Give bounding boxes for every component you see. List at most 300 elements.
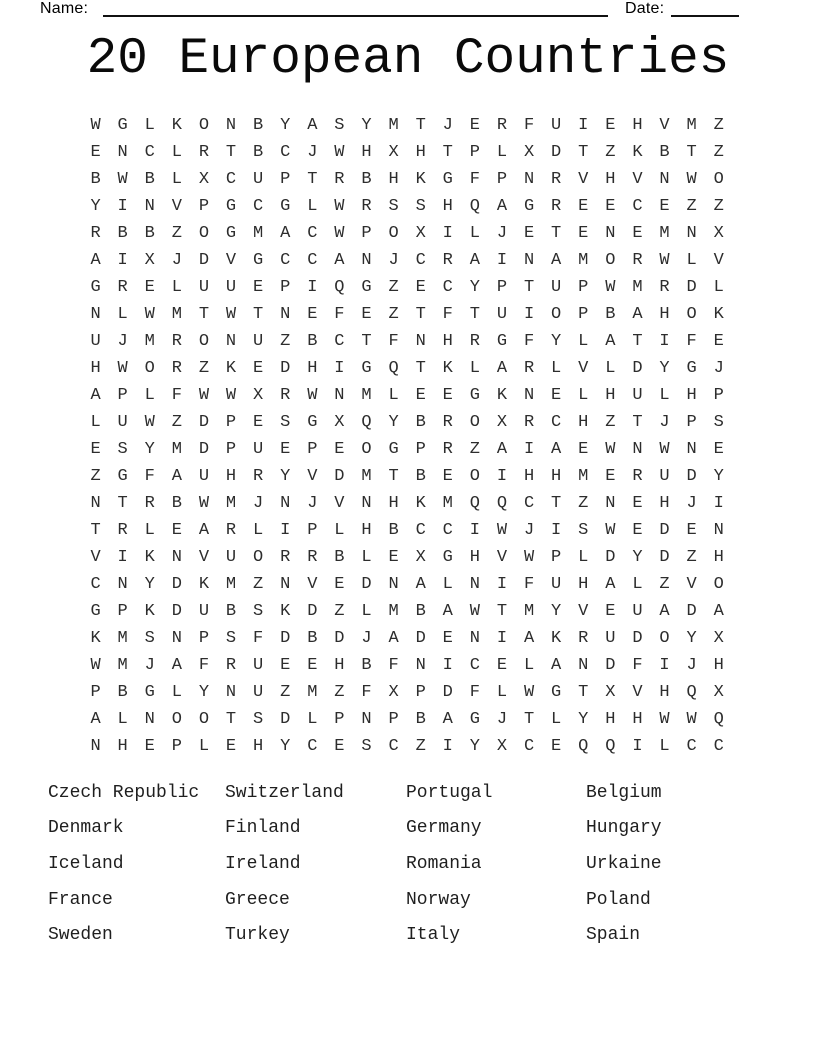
grid-letter: B [415, 710, 426, 729]
grid-letter: C [90, 575, 101, 594]
date-field-line[interactable] [671, 0, 739, 17]
grid-letter: N [90, 737, 101, 756]
grid-letter: H [90, 359, 101, 378]
grid-letter: I [551, 521, 562, 540]
grid-letter: V [334, 494, 345, 513]
grid-letter: N [713, 521, 724, 540]
grid-letter: S [117, 440, 128, 459]
grid-letter: N [117, 575, 128, 594]
grid-letter: U [551, 116, 562, 135]
grid-letter: G [253, 251, 264, 270]
grid-letter: T [361, 332, 372, 351]
grid-letter: C [415, 521, 426, 540]
grid-letter: N [469, 575, 480, 594]
grid-letter: H [334, 656, 345, 675]
grid-letter: U [632, 602, 643, 621]
grid-letter: I [496, 251, 508, 270]
grid-letter: G [361, 359, 372, 378]
grid-letter: E [415, 386, 426, 405]
grid-letter: D [632, 359, 643, 378]
grid-letter: I [334, 359, 345, 378]
grid-letter: M [361, 386, 372, 405]
word-list-item: Finland [225, 818, 301, 839]
word-list-item: Sweden [48, 925, 113, 946]
grid-letter: Q [605, 737, 616, 756]
word-list-item: Denmark [48, 818, 124, 839]
grid-letter: B [144, 224, 155, 243]
grid-letter: F [253, 629, 264, 648]
grid-letter: D [307, 602, 318, 621]
grid-letter: P [90, 683, 101, 702]
grid-letter: K [90, 629, 101, 648]
grid-letter: N [280, 575, 291, 594]
date-label: Date: [625, 0, 665, 17]
grid-letter: T [415, 305, 426, 324]
grid-letter: C [307, 224, 318, 243]
grid-letter: W [117, 359, 128, 378]
grid-letter: A [90, 251, 101, 270]
grid-letter: X [605, 683, 616, 702]
grid-letter: E [334, 575, 345, 594]
grid-letter: J [307, 494, 318, 513]
grid-letter: Y [388, 413, 399, 432]
grid-letter: F [144, 467, 155, 486]
grid-letter: J [442, 116, 453, 135]
grid-letter: G [361, 278, 372, 297]
grid-letter: H [361, 521, 372, 540]
grid-letter: N [361, 494, 372, 513]
grid-letter: J [496, 224, 508, 243]
grid-letter: C [144, 143, 155, 162]
grid-letter: E [280, 656, 291, 675]
grid-letter: L [469, 359, 480, 378]
grid-letter: T [686, 143, 697, 162]
grid-letter: F [388, 656, 399, 675]
grid-letter: Y [686, 629, 697, 648]
grid-letter: V [307, 575, 318, 594]
grid-letter: L [578, 332, 589, 351]
grid-letter: D [551, 143, 562, 162]
grid-letter: H [388, 170, 399, 189]
grid-letter: W [225, 386, 237, 405]
grid-letter: O [253, 548, 264, 567]
grid-letter: Z [713, 116, 724, 135]
grid-letter: E [361, 305, 372, 324]
grid-letter: E [171, 521, 182, 540]
grid-letter: H [659, 494, 670, 513]
grid-letter: V [632, 170, 643, 189]
grid-letter: Z [659, 575, 670, 594]
grid-letter: I [280, 521, 291, 540]
grid-letter: N [225, 332, 237, 351]
grid-letter: N [90, 305, 101, 324]
grid-letter: O [469, 467, 480, 486]
grid-letter: E [578, 224, 589, 243]
grid-letter: U [659, 467, 670, 486]
grid-letter: M [171, 440, 182, 459]
grid-letter: Z [605, 143, 616, 162]
grid-letter: K [632, 143, 643, 162]
grid-letter: X [496, 413, 508, 432]
grid-letter: D [686, 278, 697, 297]
grid-letter: I [496, 467, 508, 486]
grid-letter: H [632, 710, 643, 729]
grid-letter: J [686, 656, 697, 675]
grid-letter: C [280, 143, 291, 162]
grid-letter: U [253, 683, 264, 702]
grid-letter: P [334, 710, 345, 729]
grid-letter: G [90, 278, 101, 297]
grid-letter: D [659, 548, 670, 567]
grid-letter: A [659, 602, 670, 621]
grid-letter: H [225, 467, 237, 486]
grid-letter: J [388, 251, 399, 270]
grid-letter: W [605, 521, 616, 540]
grid-letter: E [442, 629, 453, 648]
grid-letter: F [361, 683, 372, 702]
grid-letter: D [198, 413, 210, 432]
grid-letter: G [117, 467, 128, 486]
grid-letter: H [713, 548, 724, 567]
grid-letter: A [523, 629, 535, 648]
grid-letter: N [90, 494, 101, 513]
grid-letter: T [415, 116, 426, 135]
grid-letter: L [469, 224, 480, 243]
grid-letter: G [90, 602, 101, 621]
grid-letter: K [144, 548, 155, 567]
grid-letter: H [117, 737, 128, 756]
grid-letter: C [253, 197, 264, 216]
grid-letter: S [144, 629, 155, 648]
grid-letter: E [90, 143, 101, 162]
grid-letter: Y [144, 440, 155, 459]
grid-letter: L [496, 683, 508, 702]
grid-letter: L [496, 143, 508, 162]
grid-letter: E [632, 521, 643, 540]
grid-letter: E [90, 440, 101, 459]
grid-letter: M [225, 494, 237, 513]
grid-letter: A [605, 575, 616, 594]
grid-letter: B [171, 494, 182, 513]
grid-letter: F [469, 170, 480, 189]
grid-letter: N [686, 224, 697, 243]
grid-letter: A [496, 440, 508, 459]
grid-letter: I [307, 278, 318, 297]
grid-letter: K [198, 575, 210, 594]
grid-letter: W [496, 521, 508, 540]
grid-letter: Y [713, 467, 724, 486]
grid-letter: B [361, 656, 372, 675]
grid-letter: S [253, 602, 264, 621]
grid-letter: H [551, 467, 562, 486]
grid-letter: B [253, 143, 264, 162]
grid-letter: R [225, 521, 237, 540]
word-list [48, 775, 756, 953]
grid-letter: N [659, 170, 670, 189]
grid-letter: V [713, 251, 724, 270]
grid-letter: P [361, 224, 372, 243]
grid-letter: B [225, 602, 237, 621]
grid-letter: H [442, 197, 453, 216]
grid-letter: Y [551, 332, 562, 351]
grid-letter: D [686, 602, 697, 621]
grid-letter: E [686, 521, 697, 540]
grid-letter: R [469, 332, 480, 351]
grid-letter: X [523, 143, 535, 162]
grid-letter: D [280, 629, 291, 648]
grid-letter: N [415, 332, 426, 351]
grid-letter: Z [334, 602, 345, 621]
grid-letter: D [280, 359, 291, 378]
grid-letter: X [198, 170, 210, 189]
grid-letter: B [253, 116, 264, 135]
grid-letter: X [388, 683, 399, 702]
grid-letter: X [713, 629, 724, 648]
grid-letter: R [171, 332, 182, 351]
grid-letter: F [388, 332, 399, 351]
grid-letter: L [307, 197, 318, 216]
grid-letter: R [496, 116, 508, 135]
grid-letter: S [578, 521, 589, 540]
grid-letter: L [117, 710, 128, 729]
grid-letter: T [253, 305, 264, 324]
grid-letter: S [225, 629, 237, 648]
grid-letter: T [117, 494, 128, 513]
grid-letter: M [578, 251, 589, 270]
grid-letter: U [253, 656, 264, 675]
grid-letter: F [523, 116, 535, 135]
grid-letter: L [334, 521, 345, 540]
grid-letter: C [686, 737, 697, 756]
grid-letter: L [578, 386, 589, 405]
grid-letter: B [361, 170, 372, 189]
grid-letter: X [144, 251, 155, 270]
grid-letter: Z [686, 197, 697, 216]
grid-letter: N [469, 629, 480, 648]
grid-letter: P [171, 737, 182, 756]
grid-letter: O [713, 575, 724, 594]
grid-letter: J [253, 494, 264, 513]
grid-letter: A [496, 359, 508, 378]
grid-letter: H [686, 386, 697, 405]
grid-letter: U [90, 332, 101, 351]
grid-letter: E [307, 656, 318, 675]
grid-letter: I [713, 494, 724, 513]
grid-letter: K [415, 170, 426, 189]
page-title: 20 European Countries [86, 31, 730, 88]
grid-letter: P [117, 386, 128, 405]
grid-letter: S [388, 197, 399, 216]
grid-letter: O [686, 305, 697, 324]
grid-letter: Y [280, 467, 291, 486]
grid-letter: V [578, 170, 589, 189]
grid-letter: P [496, 278, 508, 297]
grid-letter: R [551, 197, 562, 216]
grid-letter: C [415, 251, 426, 270]
grid-letter: L [605, 359, 616, 378]
word-list-item: Portugal [406, 782, 493, 803]
grid-letter: C [523, 494, 535, 513]
grid-letter: W [659, 251, 670, 270]
grid-letter: N [686, 440, 697, 459]
grid-letter: A [171, 467, 182, 486]
grid-letter: E [253, 359, 264, 378]
grid-letter: N [144, 710, 155, 729]
grid-letter: P [415, 440, 426, 459]
grid-letter: Z [198, 359, 210, 378]
grid-letter: X [496, 737, 508, 756]
grid-letter: L [578, 548, 589, 567]
grid-letter: X [334, 413, 345, 432]
word-list-item: Hungary [586, 818, 662, 839]
grid-letter: I [632, 737, 643, 756]
grid-letter: D [442, 683, 453, 702]
grid-letter: Y [90, 197, 101, 216]
grid-letter: N [225, 683, 237, 702]
grid-letter: S [415, 197, 426, 216]
grid-letter: O [388, 224, 399, 243]
grid-letter: X [388, 143, 399, 162]
grid-letter: U [496, 305, 508, 324]
grid-letter: T [551, 494, 562, 513]
grid-letter: G [523, 197, 535, 216]
grid-letter: X [415, 224, 426, 243]
grid-letter: F [171, 386, 182, 405]
grid-letter: Z [469, 440, 480, 459]
grid-letter: Y [578, 710, 589, 729]
grid-letter: R [442, 413, 453, 432]
grid-letter: Z [713, 197, 724, 216]
grid-letter: S [713, 413, 724, 432]
grid-letter: L [659, 737, 670, 756]
grid-letter: Z [415, 737, 426, 756]
grid-letter: L [198, 737, 210, 756]
grid-letter: U [253, 440, 264, 459]
grid-letter: L [686, 251, 697, 270]
grid-letter: C [442, 278, 453, 297]
grid-letter: R [253, 467, 264, 486]
grid-letter: B [90, 170, 101, 189]
grid-letter: N [605, 494, 616, 513]
grid-letter: E [632, 224, 643, 243]
grid-letter: R [523, 359, 535, 378]
grid-letter: Z [713, 143, 724, 162]
grid-letter: W [198, 386, 210, 405]
grid-letter: N [388, 575, 399, 594]
grid-letter: M [171, 305, 182, 324]
grid-letter: M [388, 602, 399, 621]
grid-letter: W [225, 305, 237, 324]
grid-letter: G [280, 197, 291, 216]
grid-letter: U [225, 278, 237, 297]
grid-letter: R [144, 494, 155, 513]
grid-letter: T [90, 521, 101, 540]
grid-letter: L [442, 575, 453, 594]
grid-letter: P [578, 278, 589, 297]
grid-letter: A [171, 656, 182, 675]
word-list-item: Spain [586, 925, 641, 946]
grid-letter: F [442, 305, 453, 324]
grid-letter: Y [198, 683, 210, 702]
grid-letter: H [578, 575, 589, 594]
grid-letter: P [686, 413, 697, 432]
grid-letter: L [117, 305, 128, 324]
grid-letter: W [144, 305, 155, 324]
word-list-item: Romania [406, 853, 482, 874]
grid-letter: D [686, 467, 697, 486]
grid-letter: L [253, 521, 264, 540]
grid-letter: H [442, 332, 453, 351]
grid-letter: N [523, 170, 535, 189]
grid-letter: Q [496, 494, 508, 513]
grid-letter: P [713, 386, 724, 405]
grid-letter: O [659, 629, 670, 648]
grid-letter: F [632, 656, 643, 675]
grid-letter: T [578, 143, 589, 162]
name-field-line[interactable] [103, 0, 608, 17]
grid-letter: C [307, 251, 318, 270]
grid-letter: Y [144, 575, 155, 594]
grid-letter: M [117, 629, 128, 648]
grid-letter: H [253, 737, 264, 756]
grid-letter: P [469, 143, 480, 162]
grid-letter: O [198, 116, 210, 135]
grid-letter: W [117, 170, 128, 189]
grid-letter: U [632, 386, 643, 405]
grid-letter: N [632, 440, 643, 459]
grid-letter: R [117, 521, 128, 540]
grid-letter: M [659, 224, 670, 243]
grid-letter: J [144, 656, 155, 675]
grid-letter: R [280, 548, 291, 567]
grid-letter: F [469, 683, 480, 702]
grid-letter: F [334, 305, 345, 324]
grid-letter: H [713, 656, 724, 675]
grid-letter: M [632, 278, 643, 297]
grid-letter: E [144, 278, 155, 297]
grid-letter: L [90, 413, 101, 432]
grid-letter: B [415, 467, 426, 486]
grid-letter: E [307, 305, 318, 324]
grid-letter: P [415, 683, 426, 702]
grid-letter: R [442, 251, 453, 270]
grid-letter: N [334, 386, 345, 405]
grid-letter: C [334, 332, 345, 351]
grid-letter: P [388, 710, 399, 729]
grid-letter: N [523, 386, 535, 405]
grid-letter: V [659, 116, 670, 135]
grid-letter: K [171, 116, 182, 135]
grid-letter: G [686, 359, 697, 378]
grid-letter: N [117, 143, 128, 162]
word-list-item: Belgium [586, 782, 662, 803]
grid-letter: I [117, 197, 128, 216]
grid-letter: J [523, 521, 535, 540]
grid-letter: G [551, 683, 562, 702]
grid-letter: T [225, 143, 237, 162]
grid-letter: A [388, 629, 399, 648]
grid-letter: R [171, 359, 182, 378]
grid-letter: I [578, 116, 589, 135]
grid-letter: S [253, 710, 264, 729]
grid-letter: W [469, 602, 480, 621]
grid-letter: V [578, 359, 589, 378]
grid-letter: B [307, 629, 318, 648]
grid-letter: W [90, 116, 101, 135]
grid-letter: Y [361, 116, 372, 135]
grid-letter: J [361, 629, 372, 648]
word-list-item: Switzerland [225, 782, 344, 803]
